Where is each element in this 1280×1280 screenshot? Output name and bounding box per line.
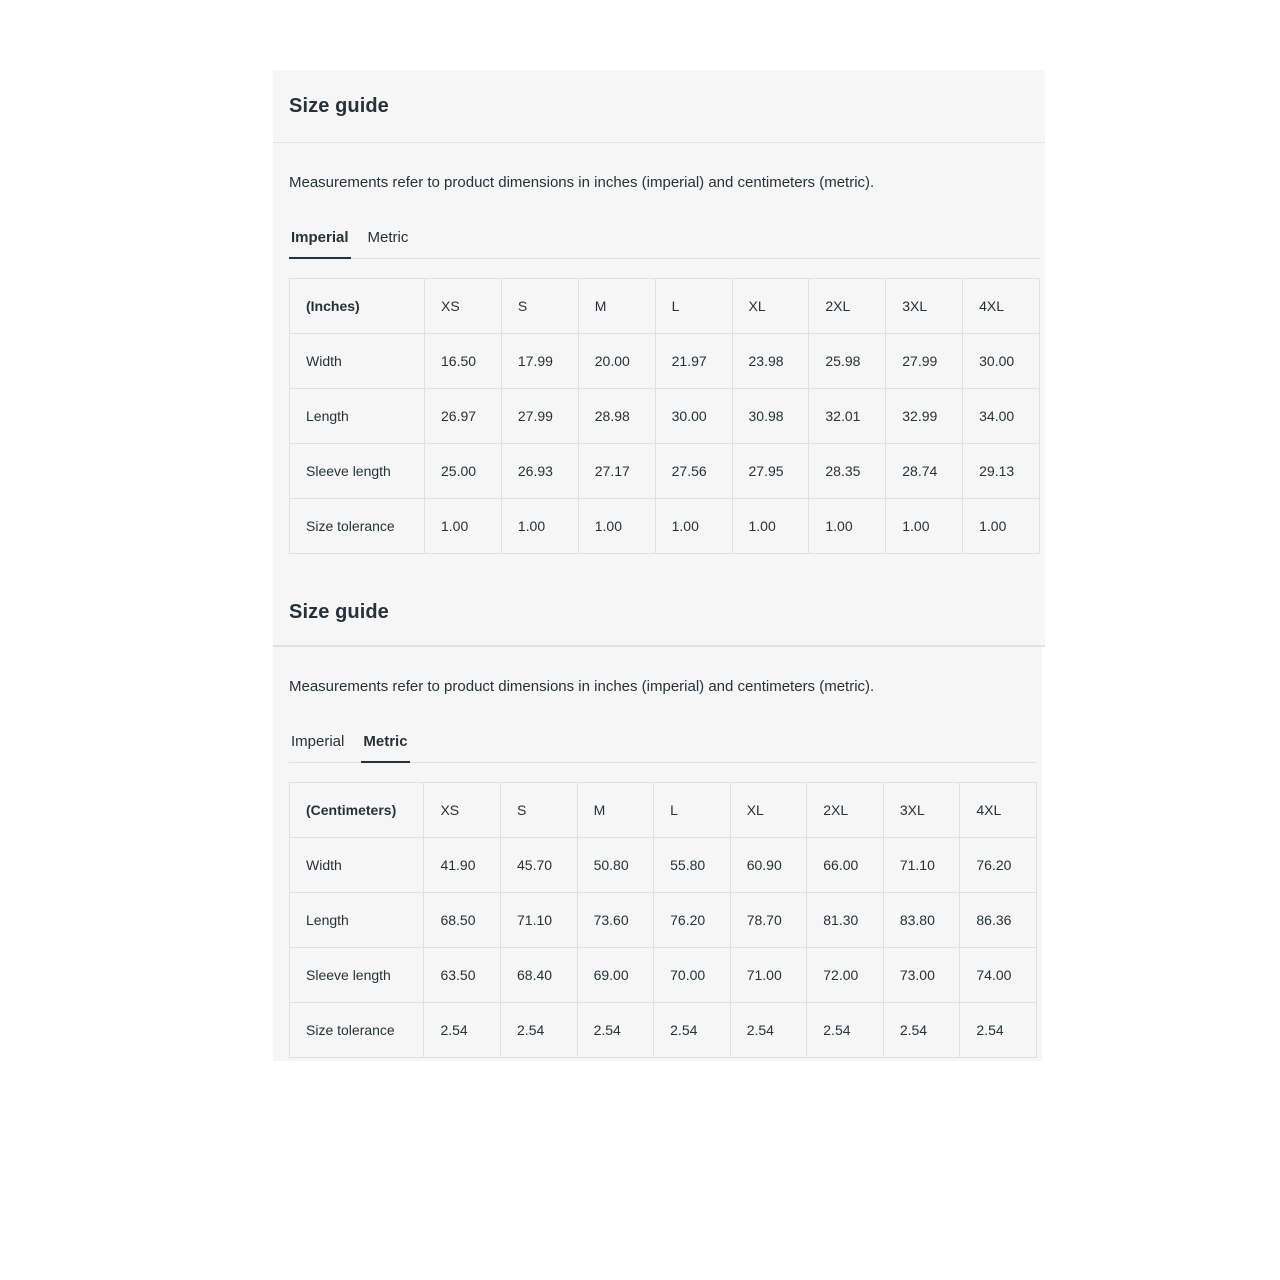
size-column-header: 2XL (809, 279, 886, 334)
table-cell: 1.00 (963, 499, 1040, 554)
size-guide-card-imperial (273, 70, 1045, 645)
size-column-header: L (654, 783, 731, 838)
size-column-header: XS (424, 783, 501, 838)
table-cell: 30.00 (655, 389, 732, 444)
table-cell: 27.56 (655, 444, 732, 499)
table-cell: 45.70 (501, 838, 578, 893)
row-label: Size tolerance (290, 499, 425, 554)
row-label: Length (290, 389, 425, 444)
table-cell: 71.10 (501, 893, 578, 948)
table-row-length (290, 389, 1040, 444)
table-cell: 81.30 (807, 893, 884, 948)
table-row-sleeve-length (290, 948, 1037, 1003)
table-cell: 2.54 (730, 1003, 807, 1058)
metric-size-table (289, 782, 1037, 1058)
table-cell: 17.99 (501, 334, 578, 389)
table-cell: 73.00 (883, 948, 960, 1003)
table-cell: 83.80 (883, 893, 960, 948)
table-cell: 21.97 (655, 334, 732, 389)
size-guide-title: Size guide (289, 94, 389, 117)
size-column-header: XL (732, 279, 809, 334)
table-cell: 28.74 (886, 444, 963, 499)
table-cell: 1.00 (425, 499, 502, 554)
table-cell: 2.54 (654, 1003, 731, 1058)
size-guide-title: Size guide (289, 601, 389, 623)
size-column-header: M (578, 279, 655, 334)
table-cell: 68.50 (424, 893, 501, 948)
table-cell: 74.00 (960, 948, 1037, 1003)
table-cell: 16.50 (425, 334, 502, 389)
table-cell: 30.98 (732, 389, 809, 444)
table-cell: 63.50 (424, 948, 501, 1003)
table-cell: 2.54 (883, 1003, 960, 1058)
size-column-header: XL (730, 783, 807, 838)
measurements-description: Measurements refer to product dimensions in inches (imperial) and centimeters (metric). (289, 678, 875, 695)
table-cell: 70.00 (654, 948, 731, 1003)
unit-header-cell: (Inches) (290, 279, 425, 334)
table-cell: 86.36 (960, 893, 1037, 948)
table-cell: 71.00 (730, 948, 807, 1003)
table-cell: 32.99 (886, 389, 963, 444)
table-cell: 1.00 (732, 499, 809, 554)
size-guide-body-metric (273, 678, 1042, 1058)
table-row-size-tolerance (290, 1003, 1037, 1058)
table-cell: 25.00 (425, 444, 502, 499)
size-guide-body-imperial (273, 174, 1045, 554)
table-cell: 72.00 (807, 948, 884, 1003)
row-label: Size tolerance (290, 1003, 424, 1058)
unit-tabs (289, 221, 1040, 259)
table-cell: 66.00 (807, 838, 884, 893)
table-cell: 28.98 (578, 389, 655, 444)
table-cell: 76.20 (654, 893, 731, 948)
table-cell: 27.99 (886, 334, 963, 389)
table-cell: 27.99 (501, 389, 578, 444)
unit-tabs (289, 725, 1037, 763)
table-cell: 28.35 (809, 444, 886, 499)
table-cell: 73.60 (577, 893, 654, 948)
table-cell: 2.54 (424, 1003, 501, 1058)
table-cell: 1.00 (655, 499, 732, 554)
size-column-header: S (501, 279, 578, 334)
table-cell: 25.98 (809, 334, 886, 389)
row-label: Length (290, 893, 424, 948)
size-column-header: S (501, 783, 578, 838)
size-column-header: 3XL (886, 279, 963, 334)
table-header-row (290, 279, 1040, 334)
table-cell: 1.00 (578, 499, 655, 554)
table-cell: 30.00 (963, 334, 1040, 389)
table-cell: 41.90 (424, 838, 501, 893)
row-label: Sleeve length (290, 948, 424, 1003)
table-cell: 50.80 (577, 838, 654, 893)
size-column-header: 2XL (807, 783, 884, 838)
table-cell: 29.13 (963, 444, 1040, 499)
tab-imperial[interactable]: Imperial (291, 733, 345, 750)
tab-metric[interactable]: Metric (361, 725, 409, 763)
size-column-header: L (655, 279, 732, 334)
size-column-header: M (577, 783, 654, 838)
measurements-description: Measurements refer to product dimensions in inches (imperial) and centimeters (metric). (289, 174, 875, 191)
table-cell: 1.00 (886, 499, 963, 554)
table-cell: 27.95 (732, 444, 809, 499)
table-cell: 1.00 (501, 499, 578, 554)
table-cell: 2.54 (501, 1003, 578, 1058)
table-cell: 32.01 (809, 389, 886, 444)
table-cell: 69.00 (577, 948, 654, 1003)
size-guide-card-metric (273, 647, 1042, 1061)
tab-metric[interactable]: Metric (367, 229, 409, 246)
table-row-sleeve-length (290, 444, 1040, 499)
table-cell: 20.00 (578, 334, 655, 389)
size-column-header: 4XL (963, 279, 1040, 334)
table-row-width (290, 838, 1037, 893)
table-cell: 78.70 (730, 893, 807, 948)
table-cell: 27.17 (578, 444, 655, 499)
size-column-header: 4XL (960, 783, 1037, 838)
unit-header-cell: (Centimeters) (290, 783, 424, 838)
table-row-width (290, 334, 1040, 389)
table-cell: 76.20 (960, 838, 1037, 893)
row-label: Sleeve length (290, 444, 425, 499)
table-cell: 2.54 (807, 1003, 884, 1058)
table-cell: 34.00 (963, 389, 1040, 444)
table-cell: 26.97 (425, 389, 502, 444)
size-guide-header (273, 70, 1045, 143)
table-header-row (290, 783, 1037, 838)
tab-imperial[interactable]: Imperial (289, 221, 351, 259)
table-cell: 1.00 (809, 499, 886, 554)
table-cell: 60.90 (730, 838, 807, 893)
imperial-size-table (289, 278, 1040, 554)
size-column-header: XS (425, 279, 502, 334)
table-cell: 71.10 (883, 838, 960, 893)
table-cell: 55.80 (654, 838, 731, 893)
row-label: Width (290, 838, 424, 893)
row-label: Width (290, 334, 425, 389)
table-cell: 26.93 (501, 444, 578, 499)
table-cell: 2.54 (960, 1003, 1037, 1058)
table-row-size-tolerance (290, 499, 1040, 554)
table-row-length (290, 893, 1037, 948)
size-column-header: 3XL (883, 783, 960, 838)
table-cell: 2.54 (577, 1003, 654, 1058)
table-cell: 68.40 (501, 948, 578, 1003)
table-cell: 23.98 (732, 334, 809, 389)
